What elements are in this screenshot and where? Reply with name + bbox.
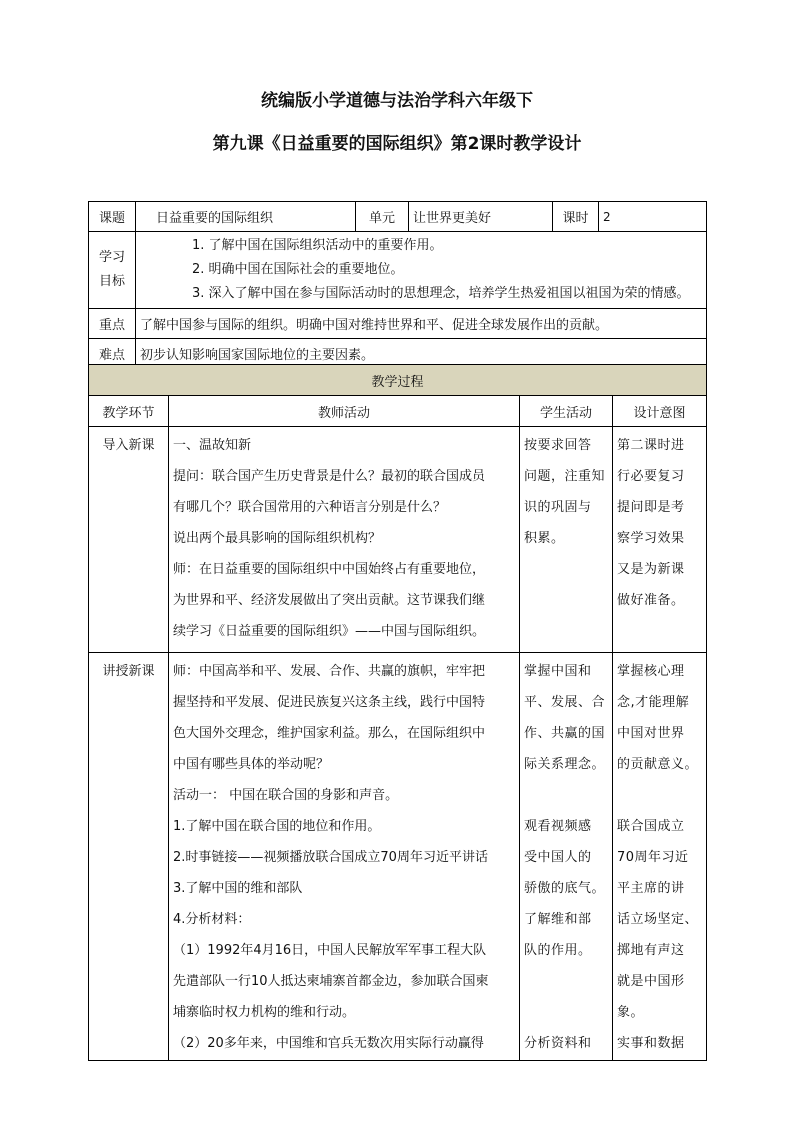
teacher-activity [173,656,515,1059]
student-cell [520,427,613,653]
student-activity [524,656,608,1059]
cell-line: 按要求回答 [524,438,592,453]
goals-row [89,232,707,309]
cell-line: 掌握核心理 [617,664,685,679]
cell-line: 识的巩固与 [524,500,592,515]
key-value: 了解中国参与国际的组织。明确中国对维持世界和平、促进全球发展作出的贡献。 [136,309,707,339]
cell-line [617,780,702,811]
stage-cell [89,653,169,1061]
topic-row [89,202,707,232]
cell-line: 分析资料和 [524,1036,592,1051]
cell-line: 色大国外交理念，维护国家利益。那么，在国际组织中 [173,726,486,741]
lesson-info-table [88,201,706,369]
goals-label [89,232,136,309]
teacher-cell [169,653,520,1061]
document-subtitle: 第九课《日益重要的国际组织》第2课时教学设计 [212,134,582,154]
cell-line: 作、共赢的国 [524,726,606,741]
student-cell [520,653,613,1061]
cell-line: 掷地有声这 [617,943,685,958]
cell-line [524,966,608,997]
goal-item: 3. 深入了解中国在参与国际活动时的思想理念，培养学生热爱祖国以祖国为荣的情感。 [192,286,690,301]
goal-item: 1. 了解中国在国际组织活动中的重要作用。 [192,238,443,253]
goals-label-text: 学习目标 [98,250,125,289]
cell-line: 积累。 [524,531,565,546]
col-stage: 教学环节 [89,396,169,427]
period-value: 2 [599,202,707,232]
cell-line: 队的作用。 [524,943,592,958]
cell-line: 1.了解中国在联合国的地位和作用。 [173,819,381,834]
cell-line: 了解维和部 [524,912,592,927]
cell-line: 续学习《日益重要的国际组织》——中国与国际组织。 [173,624,486,639]
cell-line: 第二课时进 [617,438,685,453]
topic-label: 课题 [89,202,136,232]
cell-line: 做好准备。 [617,593,685,608]
cell-line: 平主席的讲 [617,881,685,896]
cell-line: 就是中国形 [617,974,685,989]
cell-line: 提问：联合国产生历史背景是什么？最初的联合国成员 [173,469,486,484]
cell-line: 实事和数据 [617,1036,685,1051]
cell-line: 握坚持和平发展、促进民族复兴这条主线，践行中国特 [173,695,486,710]
unit-label: 单元 [356,202,409,232]
cell-line: 象。 [617,1005,645,1020]
topic-value: 日益重要的国际组织 [136,202,356,232]
cell-line: 活动一： 中国在联合国的身影和声音。 [173,788,399,803]
cell-line: 先遣部队一行10人抵达柬埔寨首都金边，参加联合国柬 [173,974,489,989]
process-header-row [89,365,707,396]
cell-line [524,997,608,1028]
cell-line: （1）1992年4月16日，中国人民解放军军事工程大队 [173,943,487,958]
stage-cell [89,427,169,653]
cell-line: 观看视频感 [524,819,592,834]
intent-cell [613,427,707,653]
cell-line: 有哪几个？联合国常用的六种语言分别是什么？ [173,500,447,515]
cell-line: 际关系理念。 [524,757,606,772]
goal-item: 2. 明确中国在国际社会的重要地位。 [192,262,404,277]
goals-list [136,232,707,309]
col-intent: 设计意图 [613,396,707,427]
cell-line: 70周年习近 [617,850,689,865]
teaching-process-table [88,364,706,1061]
cell-line: 念,才能理解 [617,695,690,710]
cell-line: 中国有哪些具体的举动呢？ [173,757,330,772]
cell-line: 察学习效果 [617,531,685,546]
cell-line: 问题，注重知 [524,469,606,484]
cell-line: 4.分析材料： [173,912,251,927]
teacher-activity [173,430,515,647]
cell-line [524,780,608,811]
cell-line: 为世界和平、经济发展做出了突出贡献。这节课我们继 [173,593,486,608]
process-header: 教学过程 [89,365,707,396]
difficult-value: 初步认知影响国家国际地位的主要因素。 [136,339,707,369]
col-teacher: 教师活动 [169,396,520,427]
column-header-row [89,396,707,427]
intent-cell [613,653,707,1061]
stage-label: 讲授新课 [102,664,155,679]
col-student: 学生活动 [520,396,613,427]
cell-line: （2）20多年来，中国维和官兵无数次用实际行动赢得 [173,1036,484,1051]
unit-value: 让世界更美好 [409,202,553,232]
key-label: 重点 [89,309,136,339]
stage-label: 导入新课 [102,438,155,453]
period-label: 课时 [553,202,599,232]
table-row [89,427,707,653]
student-activity [524,430,608,554]
cell-line: 骄傲的底气。 [524,881,606,896]
cell-line: 提问即是考 [617,500,685,515]
cell-line: 3.了解中国的维和部队 [173,881,303,896]
cell-line: 2.时事链接——视频播放联合国成立70周年习近平讲话 [173,850,488,865]
difficult-label: 难点 [89,339,136,369]
document-title: 统编版小学道德与法治学科六年级下 [261,91,533,111]
key-point-row [89,309,707,339]
table-row [89,653,707,1061]
cell-line: 掌握中国和 [524,664,592,679]
design-intent [617,430,702,616]
cell-line: 师：在日益重要的国际组织中中国始终占有重要地位， [173,562,486,577]
cell-line: 埔寨临时权力机构的维和行动。 [173,1005,356,1020]
design-intent [617,656,702,1059]
cell-line: 联合国成立 [617,819,685,834]
cell-line: 中国对世界 [617,726,685,741]
teacher-cell [169,427,520,653]
cell-line: 平、发展、合 [524,695,606,710]
cell-line: 一、温故知新 [173,438,252,453]
cell-line: 话立场坚定、 [617,912,699,927]
cell-line: 又是为新课 [617,562,685,577]
cell-line: 的贡献意义。 [617,757,699,772]
cell-line: 说出两个最具影响的国际组织机构？ [173,531,382,546]
cell-line: 行必要复习 [617,469,685,484]
cell-line: 师：中国高举和平、发展、合作、共赢的旗帜，牢牢把 [173,664,486,679]
cell-line: 受中国人的 [524,850,592,865]
